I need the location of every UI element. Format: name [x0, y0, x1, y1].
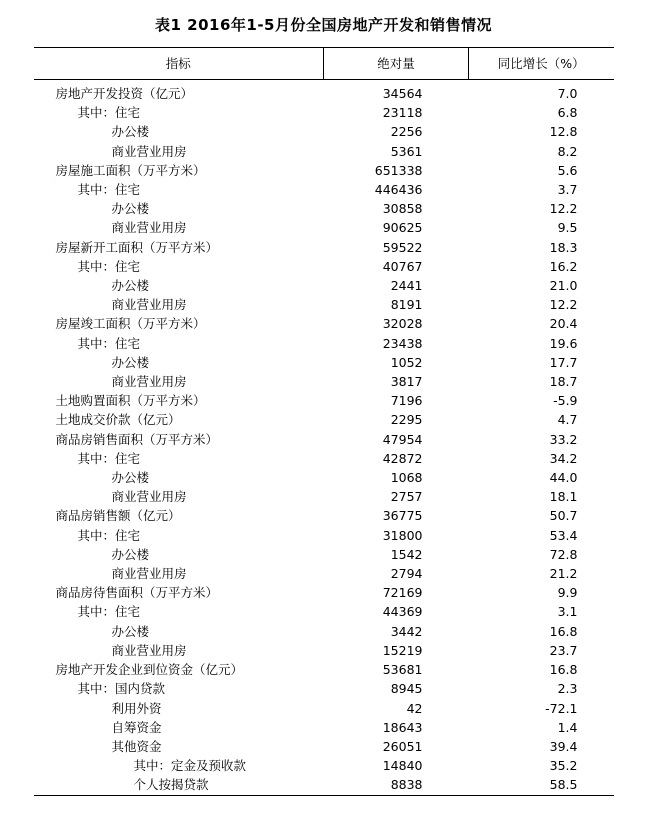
row-indicator-label: 商业营业用房 [111, 489, 187, 505]
row-indicator-label: 房地产开发企业到位资金（亿元） [55, 662, 244, 678]
row-indicator-label: 其中：定金及预收款 [133, 758, 247, 774]
row-absolute-value: 2441 [390, 278, 423, 294]
table-row [34, 410, 614, 429]
row-yoy-growth: 58.5 [549, 777, 578, 793]
table-row [34, 718, 614, 737]
row-absolute-value: 2794 [390, 566, 423, 582]
row-yoy-growth: 12.2 [549, 297, 578, 313]
row-absolute-value: 23118 [382, 105, 423, 121]
table-row [34, 775, 614, 794]
row-indicator-label: 商业营业用房 [111, 642, 187, 658]
row-indicator-label: 其中：住宅 [77, 335, 141, 351]
row-indicator-label: 其中：住宅 [77, 105, 141, 121]
row-yoy-growth: -5.9 [553, 393, 578, 409]
row-yoy-growth: 17.7 [549, 354, 578, 370]
row-absolute-value: 3442 [390, 623, 423, 639]
table-row [34, 679, 614, 698]
row-yoy-growth: 6.8 [557, 105, 578, 121]
table-row [34, 295, 614, 314]
row-indicator-label: 商品房销售额（亿元） [55, 508, 181, 524]
table-row [34, 257, 614, 276]
row-yoy-growth: 4.7 [557, 412, 578, 428]
row-indicator-label: 房地产开发投资（亿元） [55, 86, 194, 101]
table-row [34, 526, 614, 545]
row-indicator-label: 房屋施工面积（万平方米） [55, 162, 206, 178]
row-yoy-growth: 12.2 [549, 201, 578, 217]
table-row [34, 199, 614, 218]
table-row [34, 238, 614, 257]
row-yoy-growth: 16.2 [549, 258, 578, 274]
table-row [34, 487, 614, 506]
table-row [34, 449, 614, 468]
row-absolute-value: 90625 [382, 220, 423, 236]
table-row [34, 84, 614, 103]
row-yoy-growth: 18.3 [549, 239, 578, 255]
row-indicator-label: 房屋竣工面积（万平方米） [55, 316, 206, 332]
row-absolute-value: 32028 [382, 316, 423, 332]
table-row [34, 737, 614, 756]
column-header-absolute-value: 绝对量 [324, 48, 469, 80]
row-absolute-value: 40767 [382, 258, 423, 274]
row-yoy-growth: 9.5 [557, 220, 578, 236]
table-body [34, 80, 614, 795]
row-indicator-label: 办公楼 [111, 124, 150, 140]
row-absolute-value: 1542 [390, 546, 423, 562]
table-row [34, 218, 614, 237]
row-indicator-label: 其中：住宅 [77, 258, 141, 274]
row-yoy-growth: 39.4 [549, 738, 578, 754]
row-indicator-label: 自筹资金 [111, 719, 162, 735]
table-bottom-rule [34, 795, 614, 796]
table-row [34, 430, 614, 449]
row-absolute-value: 53681 [382, 662, 423, 678]
row-absolute-value: 31800 [382, 527, 423, 543]
row-yoy-growth: 7.0 [557, 86, 578, 101]
row-yoy-growth: 12.8 [549, 124, 578, 140]
row-absolute-value: 8191 [390, 297, 423, 313]
row-absolute-value: 42 [406, 700, 423, 716]
row-absolute-value: 446436 [374, 182, 423, 198]
row-yoy-growth: 3.1 [557, 604, 578, 620]
row-indicator-label: 土地购置面积（万平方米） [55, 393, 206, 409]
row-yoy-growth: 35.2 [549, 758, 578, 774]
row-indicator-label: 商业营业用房 [111, 297, 187, 313]
row-indicator-label: 房屋新开工面积（万平方米） [55, 239, 219, 255]
table-row [34, 756, 614, 775]
row-indicator-label: 办公楼 [111, 201, 150, 217]
row-yoy-growth: 72.8 [549, 546, 578, 562]
row-absolute-value: 18643 [382, 719, 423, 735]
table-row [34, 161, 614, 180]
table-row [34, 468, 614, 487]
row-yoy-growth: 21.0 [549, 278, 578, 294]
row-yoy-growth: 44.0 [549, 470, 578, 486]
row-indicator-label: 商业营业用房 [111, 566, 187, 582]
table-row [34, 506, 614, 525]
row-yoy-growth: 8.2 [557, 143, 578, 159]
table-header [34, 48, 614, 80]
row-yoy-growth: 19.6 [549, 335, 578, 351]
row-absolute-value: 2757 [390, 489, 423, 505]
row-indicator-label: 商业营业用房 [111, 143, 187, 159]
table-row [34, 622, 614, 641]
table-row [34, 103, 614, 122]
row-indicator-label: 商品房待售面积（万平方米） [55, 585, 219, 601]
row-indicator-label: 办公楼 [111, 354, 150, 370]
row-absolute-value: 23438 [382, 335, 423, 351]
row-yoy-growth: 21.2 [549, 566, 578, 582]
row-yoy-growth: 53.4 [549, 527, 578, 543]
column-header-yoy-growth: 同比增长（%） [469, 48, 614, 80]
row-absolute-value: 1068 [390, 470, 423, 486]
table-header-row [34, 48, 614, 80]
row-absolute-value: 36775 [382, 508, 423, 524]
row-indicator-label: 商品房销售面积（万平方米） [55, 431, 219, 447]
row-indicator-label: 办公楼 [111, 546, 150, 562]
row-indicator-label: 其中：住宅 [77, 604, 141, 620]
row-absolute-value: 14840 [382, 758, 423, 774]
page-title: 表1 2016年1-5月份全国房地产开发和销售情况 [154, 16, 492, 34]
row-absolute-value: 59522 [382, 239, 423, 255]
row-indicator-label: 其他资金 [111, 738, 162, 754]
row-absolute-value: 42872 [382, 450, 423, 466]
row-absolute-value: 2295 [390, 412, 423, 428]
row-absolute-value: 34564 [382, 86, 423, 101]
row-absolute-value: 5361 [390, 143, 423, 159]
row-indicator-label: 办公楼 [111, 623, 150, 639]
row-yoy-growth: 33.2 [549, 431, 578, 447]
row-absolute-value: 15219 [382, 642, 423, 658]
table-row [34, 180, 614, 199]
row-absolute-value: 2256 [390, 124, 423, 140]
table-row [34, 583, 614, 602]
table-row [34, 372, 614, 391]
row-absolute-value: 8838 [390, 777, 423, 793]
table-row [34, 334, 614, 353]
row-yoy-growth: 23.7 [549, 642, 578, 658]
row-indicator-label: 其中：住宅 [77, 182, 141, 198]
table-row [34, 699, 614, 718]
row-indicator-label: 其中：住宅 [77, 450, 141, 466]
row-yoy-growth: 1.4 [557, 719, 578, 735]
table-row [34, 641, 614, 660]
table-row [34, 142, 614, 161]
table-row [34, 314, 614, 333]
row-indicator-label: 土地成交价款（亿元） [55, 412, 181, 428]
table-row [34, 564, 614, 583]
row-absolute-value: 30858 [382, 201, 423, 217]
table-row [34, 353, 614, 372]
real-estate-statistics-table [34, 47, 614, 795]
table-row [34, 545, 614, 564]
row-yoy-growth: 16.8 [549, 623, 578, 639]
row-absolute-value: 26051 [382, 738, 423, 754]
row-yoy-growth: 18.7 [549, 374, 578, 390]
row-yoy-growth: 3.7 [557, 182, 578, 198]
row-yoy-growth: 5.6 [557, 162, 578, 178]
row-indicator-label: 商业营业用房 [111, 220, 187, 236]
row-yoy-growth: 20.4 [549, 316, 578, 332]
row-indicator-label: 其中：住宅 [77, 527, 141, 543]
row-yoy-growth: 50.7 [549, 508, 578, 524]
table-row [34, 122, 614, 141]
row-absolute-value: 47954 [382, 431, 423, 447]
row-yoy-growth: 2.3 [557, 681, 578, 697]
table-row [34, 391, 614, 410]
row-absolute-value: 8945 [390, 681, 423, 697]
row-yoy-growth: 34.2 [549, 450, 578, 466]
row-indicator-label: 商业营业用房 [111, 374, 187, 390]
row-indicator-label: 办公楼 [111, 470, 150, 486]
row-yoy-growth: 18.1 [549, 489, 578, 505]
row-indicator-label: 其中：国内贷款 [77, 681, 166, 697]
table-row [34, 602, 614, 621]
row-yoy-growth: -72.1 [545, 700, 578, 716]
row-absolute-value: 3817 [390, 374, 423, 390]
row-absolute-value: 651338 [374, 162, 423, 178]
row-indicator-label: 利用外资 [111, 700, 162, 716]
row-indicator-label: 办公楼 [111, 278, 150, 294]
table-row [34, 276, 614, 295]
row-indicator-label: 个人按揭贷款 [133, 777, 209, 793]
row-absolute-value: 7196 [390, 393, 423, 409]
table-row [34, 660, 614, 679]
row-absolute-value: 72169 [382, 585, 423, 601]
column-header-indicator: 指标 [34, 48, 324, 80]
row-yoy-growth: 9.9 [557, 585, 578, 601]
row-absolute-value: 1052 [390, 354, 423, 370]
row-absolute-value: 44369 [382, 604, 423, 620]
row-yoy-growth: 16.8 [549, 662, 578, 678]
